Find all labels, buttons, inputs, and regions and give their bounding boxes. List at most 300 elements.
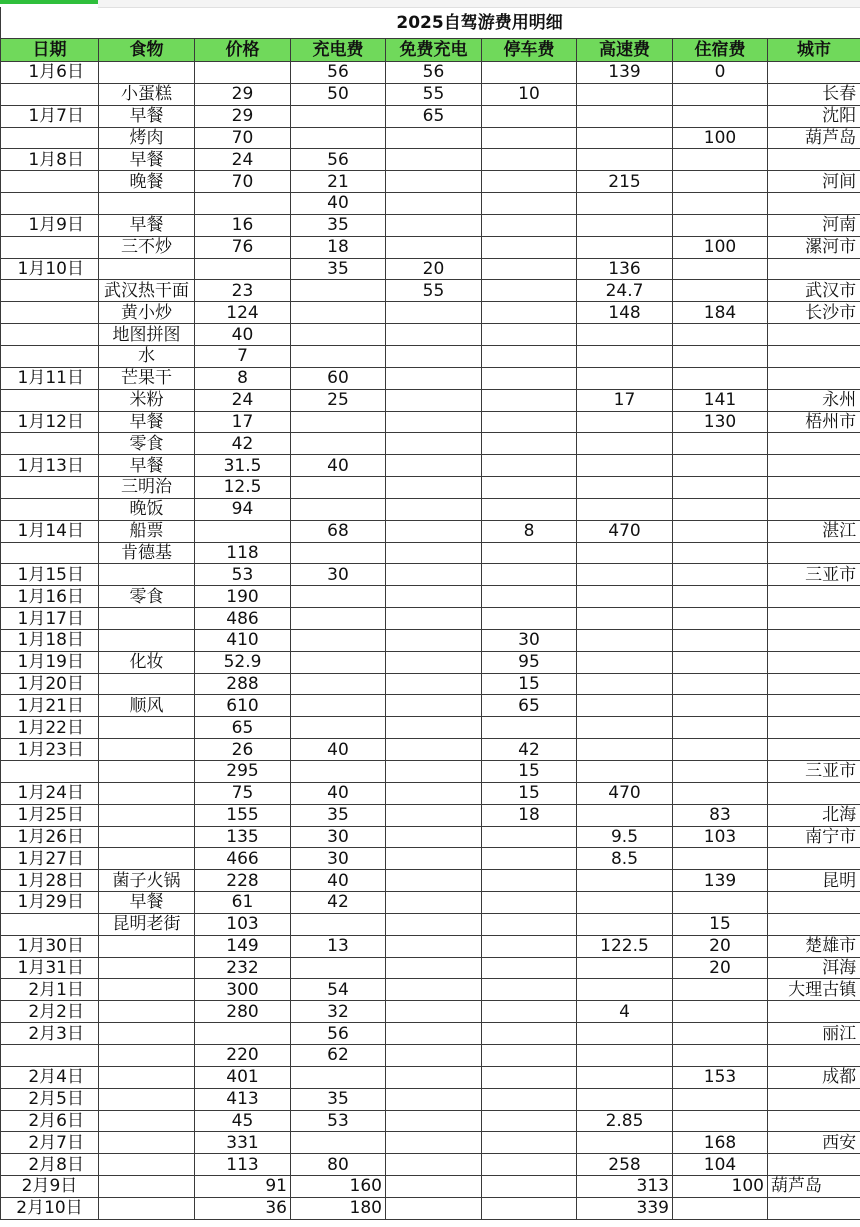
cell-date[interactable]: 1月11日 [1, 367, 99, 389]
cell-free-charging[interactable] [386, 957, 482, 979]
cell-lodging[interactable] [673, 673, 768, 695]
cell-parking[interactable] [482, 586, 577, 608]
cell-food[interactable] [99, 979, 195, 1001]
cell-free-charging[interactable] [386, 498, 482, 520]
cell-city[interactable]: 昆明 [768, 870, 860, 892]
cell-parking[interactable]: 15 [482, 673, 577, 695]
cell-date[interactable]: 2月1日 [1, 979, 99, 1001]
cell-price[interactable]: 288 [195, 673, 291, 695]
cell-parking[interactable]: 30 [482, 629, 577, 651]
cell-food[interactable]: 早餐 [99, 455, 195, 477]
cell-charging[interactable]: 180 [291, 1197, 386, 1219]
cell-free-charging[interactable] [386, 433, 482, 455]
cell-date[interactable]: 1月9日 [1, 214, 99, 236]
cell-parking[interactable] [482, 848, 577, 870]
cell-charging[interactable] [291, 913, 386, 935]
cell-price[interactable]: 118 [195, 542, 291, 564]
cell-city[interactable] [768, 455, 860, 477]
cell-price[interactable]: 220 [195, 1044, 291, 1066]
cell-city[interactable]: 成都 [768, 1066, 860, 1088]
cell-charging[interactable]: 40 [291, 455, 386, 477]
cell-food[interactable] [99, 848, 195, 870]
cell-highway[interactable]: 9.5 [577, 826, 673, 848]
cell-highway[interactable]: 339 [577, 1197, 673, 1219]
cell-parking[interactable] [482, 1023, 577, 1045]
cell-highway[interactable]: 148 [577, 302, 673, 324]
cell-city[interactable] [768, 651, 860, 673]
cell-parking[interactable] [482, 280, 577, 302]
cell-charging[interactable]: 40 [291, 739, 386, 761]
cell-food[interactable] [99, 804, 195, 826]
cell-free-charging[interactable]: 56 [386, 62, 482, 84]
cell-food[interactable]: 小蛋糕 [99, 83, 195, 105]
cell-highway[interactable] [577, 498, 673, 520]
cell-date[interactable]: 2月4日 [1, 1066, 99, 1088]
cell-parking[interactable]: 15 [482, 761, 577, 783]
cell-highway[interactable] [577, 695, 673, 717]
cell-free-charging[interactable] [386, 782, 482, 804]
cell-date[interactable] [1, 1044, 99, 1066]
cell-price[interactable]: 65 [195, 717, 291, 739]
cell-charging[interactable]: 25 [291, 389, 386, 411]
cell-lodging[interactable] [673, 1044, 768, 1066]
cell-price[interactable]: 53 [195, 564, 291, 586]
cell-free-charging[interactable] [386, 608, 482, 630]
cell-free-charging[interactable] [386, 564, 482, 586]
cell-highway[interactable] [577, 127, 673, 149]
cell-date[interactable]: 2月10日 [1, 1197, 99, 1219]
cell-lodging[interactable]: 15 [673, 913, 768, 935]
cell-food[interactable]: 化妆 [99, 651, 195, 673]
cell-date[interactable]: 1月14日 [1, 520, 99, 542]
cell-charging[interactable] [291, 411, 386, 433]
cell-parking[interactable] [482, 1001, 577, 1023]
cell-parking[interactable] [482, 171, 577, 193]
cell-food[interactable]: 肯德基 [99, 542, 195, 564]
cell-free-charging[interactable] [386, 1088, 482, 1110]
cell-food[interactable] [99, 717, 195, 739]
cell-charging[interactable]: 35 [291, 804, 386, 826]
cell-city[interactable] [768, 542, 860, 564]
cell-price[interactable]: 75 [195, 782, 291, 804]
header-food[interactable]: 食物 [99, 39, 195, 62]
cell-lodging[interactable] [673, 1001, 768, 1023]
cell-price[interactable]: 23 [195, 280, 291, 302]
cell-charging[interactable]: 40 [291, 782, 386, 804]
cell-free-charging[interactable] [386, 1044, 482, 1066]
cell-city[interactable]: 漯河市 [768, 236, 860, 258]
cell-highway[interactable]: 2.85 [577, 1110, 673, 1132]
cell-price[interactable]: 610 [195, 695, 291, 717]
cell-parking[interactable] [482, 826, 577, 848]
cell-highway[interactable] [577, 542, 673, 564]
cell-date[interactable]: 1月25日 [1, 804, 99, 826]
cell-parking[interactable]: 65 [482, 695, 577, 717]
cell-highway[interactable]: 17 [577, 389, 673, 411]
cell-parking[interactable]: 10 [482, 83, 577, 105]
cell-charging[interactable] [291, 498, 386, 520]
cell-free-charging[interactable] [386, 236, 482, 258]
cell-free-charging[interactable] [386, 826, 482, 848]
cell-price[interactable] [195, 520, 291, 542]
cell-free-charging[interactable] [386, 739, 482, 761]
cell-lodging[interactable]: 83 [673, 804, 768, 826]
cell-food[interactable]: 船票 [99, 520, 195, 542]
cell-charging[interactable]: 80 [291, 1154, 386, 1176]
cell-highway[interactable] [577, 455, 673, 477]
cell-date[interactable]: 2月7日 [1, 1132, 99, 1154]
cell-charging[interactable]: 18 [291, 236, 386, 258]
cell-parking[interactable] [482, 892, 577, 914]
cell-city[interactable] [768, 1088, 860, 1110]
cell-food[interactable] [99, 1088, 195, 1110]
cell-city[interactable]: 三亚市 [768, 564, 860, 586]
cell-price[interactable]: 94 [195, 498, 291, 520]
cell-free-charging[interactable] [386, 520, 482, 542]
cell-lodging[interactable] [673, 695, 768, 717]
cell-free-charging[interactable] [386, 149, 482, 171]
cell-food[interactable] [99, 782, 195, 804]
cell-date[interactable] [1, 761, 99, 783]
cell-lodging[interactable] [673, 979, 768, 1001]
cell-food[interactable]: 米粉 [99, 389, 195, 411]
cell-parking[interactable] [482, 62, 577, 84]
cell-city[interactable]: 大理古镇 [768, 979, 860, 1001]
cell-charging[interactable]: 62 [291, 1044, 386, 1066]
cell-date[interactable]: 1月13日 [1, 455, 99, 477]
cell-date[interactable]: 1月8日 [1, 149, 99, 171]
cell-price[interactable]: 70 [195, 171, 291, 193]
cell-free-charging[interactable] [386, 1001, 482, 1023]
cell-free-charging[interactable] [386, 870, 482, 892]
cell-highway[interactable] [577, 804, 673, 826]
cell-date[interactable] [1, 913, 99, 935]
cell-date[interactable] [1, 236, 99, 258]
cell-parking[interactable] [482, 1066, 577, 1088]
cell-charging[interactable]: 35 [291, 258, 386, 280]
cell-free-charging[interactable]: 20 [386, 258, 482, 280]
cell-charging[interactable] [291, 280, 386, 302]
cell-food[interactable]: 早餐 [99, 105, 195, 127]
cell-free-charging[interactable] [386, 127, 482, 149]
cell-parking[interactable] [482, 193, 577, 215]
cell-charging[interactable]: 53 [291, 1110, 386, 1132]
cell-city[interactable]: 丽江 [768, 1023, 860, 1045]
cell-date[interactable] [1, 171, 99, 193]
cell-food[interactable] [99, 957, 195, 979]
cell-lodging[interactable] [673, 345, 768, 367]
cell-charging[interactable]: 30 [291, 564, 386, 586]
cell-highway[interactable] [577, 870, 673, 892]
cell-date[interactable] [1, 477, 99, 499]
cell-highway[interactable]: 136 [577, 258, 673, 280]
cell-lodging[interactable]: 20 [673, 957, 768, 979]
cell-lodging[interactable] [673, 1110, 768, 1132]
cell-food[interactable] [99, 1154, 195, 1176]
cell-charging[interactable]: 40 [291, 870, 386, 892]
cell-date[interactable]: 1月21日 [1, 695, 99, 717]
cell-date[interactable]: 1月29日 [1, 892, 99, 914]
cell-free-charging[interactable]: 65 [386, 105, 482, 127]
cell-parking[interactable] [482, 345, 577, 367]
cell-food[interactable] [99, 608, 195, 630]
cell-price[interactable] [195, 62, 291, 84]
cell-free-charging[interactable] [386, 389, 482, 411]
cell-highway[interactable]: 313 [577, 1176, 673, 1198]
cell-food[interactable]: 早餐 [99, 149, 195, 171]
cell-city[interactable] [768, 848, 860, 870]
cell-city[interactable] [768, 782, 860, 804]
cell-charging[interactable]: 42 [291, 892, 386, 914]
cell-city[interactable] [768, 367, 860, 389]
cell-parking[interactable] [482, 498, 577, 520]
cell-charging[interactable] [291, 651, 386, 673]
cell-lodging[interactable] [673, 542, 768, 564]
cell-date[interactable]: 2月3日 [1, 1023, 99, 1045]
cell-food[interactable] [99, 935, 195, 957]
cell-highway[interactable] [577, 629, 673, 651]
cell-lodging[interactable] [673, 258, 768, 280]
cell-free-charging[interactable]: 55 [386, 83, 482, 105]
cell-free-charging[interactable] [386, 913, 482, 935]
cell-food[interactable] [99, 258, 195, 280]
cell-food[interactable]: 武汉热干面 [99, 280, 195, 302]
cell-city[interactable]: 河间 [768, 171, 860, 193]
cell-lodging[interactable] [673, 324, 768, 346]
cell-parking[interactable] [482, 214, 577, 236]
cell-food[interactable] [99, 564, 195, 586]
cell-highway[interactable] [577, 214, 673, 236]
cell-lodging[interactable]: 100 [673, 127, 768, 149]
cell-charging[interactable] [291, 324, 386, 346]
cell-price[interactable]: 413 [195, 1088, 291, 1110]
cell-city[interactable]: 三亚市 [768, 761, 860, 783]
cell-highway[interactable] [577, 586, 673, 608]
header-highway[interactable]: 高速费 [577, 39, 673, 62]
cell-date[interactable]: 1月17日 [1, 608, 99, 630]
cell-parking[interactable] [482, 127, 577, 149]
cell-free-charging[interactable] [386, 171, 482, 193]
cell-city[interactable] [768, 258, 860, 280]
cell-charging[interactable] [291, 673, 386, 695]
cell-city[interactable]: 湛江 [768, 520, 860, 542]
cell-lodging[interactable] [673, 1023, 768, 1045]
cell-parking[interactable] [482, 1197, 577, 1219]
cell-lodging[interactable]: 100 [673, 236, 768, 258]
cell-free-charging[interactable] [386, 324, 482, 346]
cell-city[interactable] [768, 345, 860, 367]
cell-food[interactable]: 早餐 [99, 214, 195, 236]
cell-free-charging[interactable] [386, 1154, 482, 1176]
cell-charging[interactable] [291, 105, 386, 127]
cell-food[interactable]: 黄小炒 [99, 302, 195, 324]
cell-lodging[interactable]: 0 [673, 62, 768, 84]
cell-parking[interactable] [482, 1154, 577, 1176]
cell-price[interactable]: 103 [195, 913, 291, 935]
cell-parking[interactable] [482, 433, 577, 455]
header-lodging[interactable]: 住宿费 [673, 39, 768, 62]
cell-date[interactable]: 1月10日 [1, 258, 99, 280]
cell-parking[interactable]: 8 [482, 520, 577, 542]
cell-charging[interactable]: 21 [291, 171, 386, 193]
cell-city[interactable]: 葫芦岛 [768, 127, 860, 149]
cell-charging[interactable] [291, 542, 386, 564]
cell-food[interactable]: 地图拼图 [99, 324, 195, 346]
cell-price[interactable]: 91 [195, 1176, 291, 1198]
cell-free-charging[interactable] [386, 542, 482, 564]
cell-city[interactable]: 北海 [768, 804, 860, 826]
cell-food[interactable] [99, 1001, 195, 1023]
cell-parking[interactable] [482, 236, 577, 258]
cell-city[interactable]: 南宁市 [768, 826, 860, 848]
cell-price[interactable]: 45 [195, 1110, 291, 1132]
cell-price[interactable]: 113 [195, 1154, 291, 1176]
cell-free-charging[interactable] [386, 761, 482, 783]
cell-free-charging[interactable] [386, 629, 482, 651]
cell-highway[interactable] [577, 608, 673, 630]
cell-price[interactable]: 331 [195, 1132, 291, 1154]
cell-highway[interactable] [577, 477, 673, 499]
cell-highway[interactable] [577, 236, 673, 258]
cell-price[interactable]: 29 [195, 83, 291, 105]
cell-food[interactable]: 早餐 [99, 892, 195, 914]
cell-highway[interactable] [577, 1023, 673, 1045]
cell-price[interactable]: 295 [195, 761, 291, 783]
cell-charging[interactable]: 40 [291, 193, 386, 215]
cell-price[interactable] [195, 258, 291, 280]
cell-free-charging[interactable]: 55 [386, 280, 482, 302]
cell-highway[interactable] [577, 564, 673, 586]
cell-charging[interactable] [291, 695, 386, 717]
cell-highway[interactable]: 470 [577, 782, 673, 804]
cell-city[interactable] [768, 477, 860, 499]
cell-price[interactable]: 149 [195, 935, 291, 957]
cell-parking[interactable] [482, 913, 577, 935]
cell-city[interactable]: 葫芦岛 [768, 1176, 860, 1198]
cell-charging[interactable] [291, 1066, 386, 1088]
cell-parking[interactable] [482, 1044, 577, 1066]
cell-lodging[interactable] [673, 848, 768, 870]
cell-free-charging[interactable] [386, 214, 482, 236]
cell-charging[interactable]: 54 [291, 979, 386, 1001]
cell-date[interactable]: 1月23日 [1, 739, 99, 761]
cell-charging[interactable]: 56 [291, 62, 386, 84]
header-free-charging[interactable]: 免费充电 [386, 39, 482, 62]
cell-free-charging[interactable] [386, 1197, 482, 1219]
cell-price[interactable]: 300 [195, 979, 291, 1001]
cell-lodging[interactable] [673, 892, 768, 914]
cell-lodging[interactable]: 139 [673, 870, 768, 892]
cell-date[interactable]: 1月16日 [1, 586, 99, 608]
cell-parking[interactable] [482, 564, 577, 586]
cell-lodging[interactable] [673, 1088, 768, 1110]
cell-price[interactable]: 36 [195, 1197, 291, 1219]
cell-highway[interactable] [577, 1132, 673, 1154]
header-city[interactable]: 城市 [768, 39, 860, 62]
cell-lodging[interactable]: 100 [673, 1176, 768, 1198]
cell-food[interactable] [99, 629, 195, 651]
cell-price[interactable]: 29 [195, 105, 291, 127]
cell-food[interactable] [99, 673, 195, 695]
cell-food[interactable]: 零食 [99, 433, 195, 455]
cell-parking[interactable]: 18 [482, 804, 577, 826]
cell-city[interactable] [768, 62, 860, 84]
cell-city[interactable] [768, 1001, 860, 1023]
cell-lodging[interactable] [673, 280, 768, 302]
cell-charging[interactable]: 30 [291, 826, 386, 848]
cell-city[interactable]: 河南 [768, 214, 860, 236]
cell-lodging[interactable]: 184 [673, 302, 768, 324]
cell-parking[interactable] [482, 717, 577, 739]
cell-city[interactable]: 永州 [768, 389, 860, 411]
cell-date[interactable] [1, 324, 99, 346]
cell-lodging[interactable]: 20 [673, 935, 768, 957]
cell-city[interactable]: 梧州市 [768, 411, 860, 433]
cell-lodging[interactable] [673, 367, 768, 389]
cell-lodging[interactable]: 104 [673, 1154, 768, 1176]
cell-price[interactable]: 8 [195, 367, 291, 389]
corner-cell[interactable] [1, 7, 99, 39]
header-charging[interactable]: 充电费 [291, 39, 386, 62]
cell-lodging[interactable] [673, 564, 768, 586]
cell-highway[interactable] [577, 1066, 673, 1088]
cell-price[interactable]: 70 [195, 127, 291, 149]
cell-charging[interactable] [291, 586, 386, 608]
cell-highway[interactable]: 470 [577, 520, 673, 542]
cell-date[interactable]: 1月30日 [1, 935, 99, 957]
cell-price[interactable]: 16 [195, 214, 291, 236]
cell-price[interactable]: 42 [195, 433, 291, 455]
cell-price[interactable] [195, 1023, 291, 1045]
cell-charging[interactable] [291, 629, 386, 651]
cell-city[interactable] [768, 498, 860, 520]
cell-food[interactable]: 顺风 [99, 695, 195, 717]
cell-food[interactable]: 芒果干 [99, 367, 195, 389]
cell-city[interactable] [768, 586, 860, 608]
cell-date[interactable]: 1月19日 [1, 651, 99, 673]
cell-food[interactable]: 三明治 [99, 477, 195, 499]
cell-city[interactable] [768, 1044, 860, 1066]
cell-city[interactable] [768, 433, 860, 455]
cell-food[interactable] [99, 761, 195, 783]
cell-lodging[interactable] [673, 520, 768, 542]
cell-date[interactable]: 1月28日 [1, 870, 99, 892]
cell-price[interactable]: 7 [195, 345, 291, 367]
cell-food[interactable]: 零食 [99, 586, 195, 608]
cell-highway[interactable]: 4 [577, 1001, 673, 1023]
cell-free-charging[interactable] [386, 455, 482, 477]
cell-free-charging[interactable] [386, 695, 482, 717]
cell-highway[interactable] [577, 717, 673, 739]
cell-date[interactable] [1, 542, 99, 564]
cell-highway[interactable] [577, 193, 673, 215]
cell-price[interactable]: 76 [195, 236, 291, 258]
cell-date[interactable]: 1月26日 [1, 826, 99, 848]
cell-highway[interactable] [577, 324, 673, 346]
cell-highway[interactable] [577, 367, 673, 389]
cell-lodging[interactable] [673, 433, 768, 455]
cell-lodging[interactable] [673, 651, 768, 673]
cell-highway[interactable] [577, 651, 673, 673]
cell-parking[interactable] [482, 455, 577, 477]
sheet-title[interactable]: 2025自驾游费用明细 [99, 7, 860, 39]
cell-highway[interactable]: 24.7 [577, 280, 673, 302]
cell-food[interactable] [99, 1023, 195, 1045]
cell-charging[interactable]: 56 [291, 1023, 386, 1045]
cell-date[interactable]: 2月6日 [1, 1110, 99, 1132]
cell-charging[interactable]: 50 [291, 83, 386, 105]
cell-lodging[interactable] [673, 105, 768, 127]
